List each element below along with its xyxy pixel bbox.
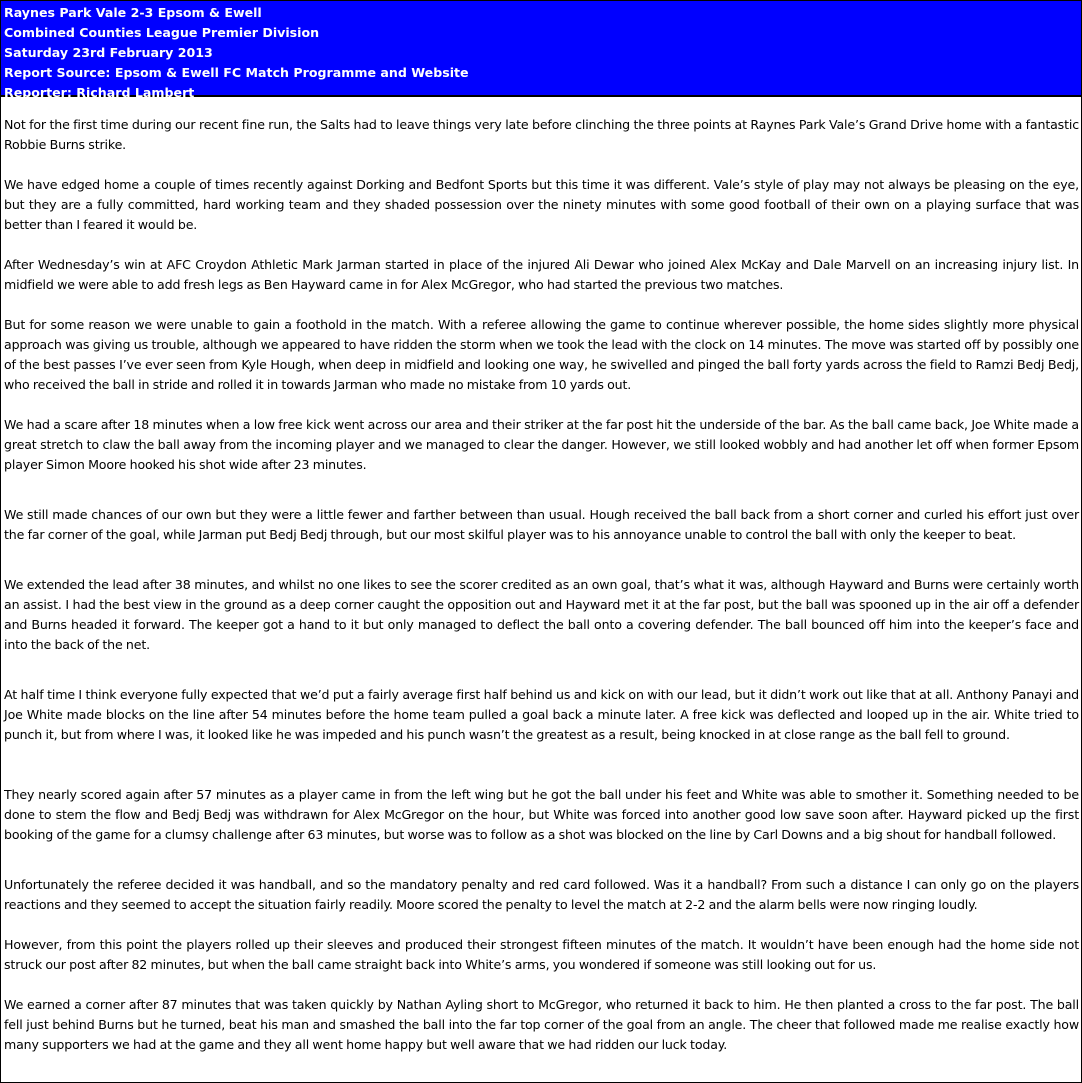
report-paragraph: After Wednesday’s win at AFC Croydon Athletic Mark Jarman started in place of the injured Ali Dewar who joined Alex McKay and Dale Marvell on an increasing injury list. In midfield we were able to add fresh legs as Ben Hayward came in for Alex McGregor, who had started the previous two matches. <box>4 257 1079 292</box>
report-source: Report Source: Epsom & Ewell FC Match Programme and Website <box>4 65 469 80</box>
report-paragraph: We still made chances of our own but they were a little fewer and farther between than usual. Hough received the ball back from a short corner and curled his effort just over the far corner of the goal, while Jarman put Bedj Bedj through, but our most skilful player was to his annoyance unable to control the ball with only the keeper to beat. <box>4 507 1079 542</box>
report-paragraph: They nearly scored again after 57 minutes as a player came in from the left wing but he got the ball under his feet and White was able to smother it. Something needed to be done to stem the flow and Bedj Bedj was withdrawn for Alex McGregor on the hour, but White was forced into another good low save soon after. Hayward picked up the first booking of the game for a clumsy challenge after 63 minutes, but worse was to follow as a shot was blocked on the line by Carl Downs and a big shout for handball followed. <box>4 787 1079 842</box>
report-paragraph: We had a scare after 18 minutes when a low free kick went across our area and their striker at the far post hit the underside of the bar. As the ball came back, Joe White made a great stretch to claw the ball away from the incoming player and we managed to clear the danger. However, we still looked wobbly and had another let off when former Epsom player Simon Moore hooked his shot wide after 23 minutes. <box>4 417 1079 472</box>
report-paragraph: We have edged home a couple of times recently against Dorking and Bedfont Sports but this time it was different. Vale’s style of play may not always be pleasing on the eye, but they are a fully committed, hard working team and they shaded possession over the ninety minutes with some good football of their own on a playing surface that was better than I feared it would be. <box>4 177 1079 232</box>
report-paragraph: However, from this point the players rolled up their sleeves and produced their strongest fifteen minutes of the match. It wouldn’t have been enough had the home side not struck our post after 82 minutes, but when the ball came straight back into White’s arms, you wondered if someone was still looking out for us. <box>4 937 1079 972</box>
report-header <box>1 1 1081 100</box>
report-paragraph: Unfortunately the referee decided it was handball, and so the mandatory penalty and red card followed. Was it a handball? From such a distance I can only go on the players reactions and they seemed to accept the situation fairly readily. Moore scored the penalty to level the match at 2-2 and the alarm bells were now ringing loudly. <box>4 877 1079 912</box>
report-paragraph: We extended the lead after 38 minutes, and whilst no one likes to see the scorer credited as an own goal, that’s what it was, although Hayward and Burns were certainly worth an assist. I had the best view in the ground as a deep corner caught the opposition out and Hayward met it at the far post, but the ball was spooned up in the air off a defender and Burns headed it forward. The keeper got a hand to it but only managed to deflect the ball onto a covering defender. The ball bounced off him into the keeper’s face and into the back of the net. <box>4 577 1079 652</box>
report-body <box>1 97 1081 1055</box>
match-result-title: Raynes Park Vale 2-3 Epsom & Ewell <box>4 5 262 20</box>
competition-name: Combined Counties League Premier Division <box>4 25 320 40</box>
match-date: Saturday 23rd February 2013 <box>4 45 213 60</box>
report-paragraph: We earned a corner after 87 minutes that was taken quickly by Nathan Ayling short to McGregor, who returned it back to him. He then planted a cross to the far post. The ball fell just behind Burns but he turned, beat his man and smashed the ball into the far top corner of the goal from an angle. The cheer that followed made me realise exactly how many supporters we had at the game and they all went home happy but well aware that we had ridden our luck today. <box>4 997 1079 1052</box>
reporter-name: Reporter: Richard Lambert <box>4 85 195 100</box>
report-paragraph: At half time I think everyone fully expected that we’d put a fairly average first half behind us and kick on with our lead, but it didn’t work out like that at all. Anthony Panayi and Joe White made blocks on the line after 54 minutes before the home team pulled a goal back a minute later. A free kick was deflected and looped up in the air. White tried to punch it, but from where I was, it looked like he was impeded and his punch wasn’t the greatest as a result, being knocked in at close range as the ball fell to ground. <box>4 687 1079 742</box>
report-paragraph: Not for the first time during our recent fine run, the Salts had to leave things very late before clinching the three points at Raynes Park Vale’s Grand Drive home with a fantastic Robbie Burns strike. <box>4 117 1079 152</box>
report-paragraph: But for some reason we were unable to gain a foothold in the match. With a referee allowing the game to continue wherever possible, the home sides slightly more physical approach was giving us trouble, although we appeared to have ridden the storm when we took the lead with the clock on 14 minutes. The move was started off by possibly one of the best passes I’ve ever seen from Kyle Hough, when deep in midfield and looking one way, he swivelled and pinged the ball forty yards across the field to Ramzi Bedj Bedj, who received the ball in stride and rolled it in towards Jarman who made no mistake from 10 yards out. <box>4 317 1079 392</box>
